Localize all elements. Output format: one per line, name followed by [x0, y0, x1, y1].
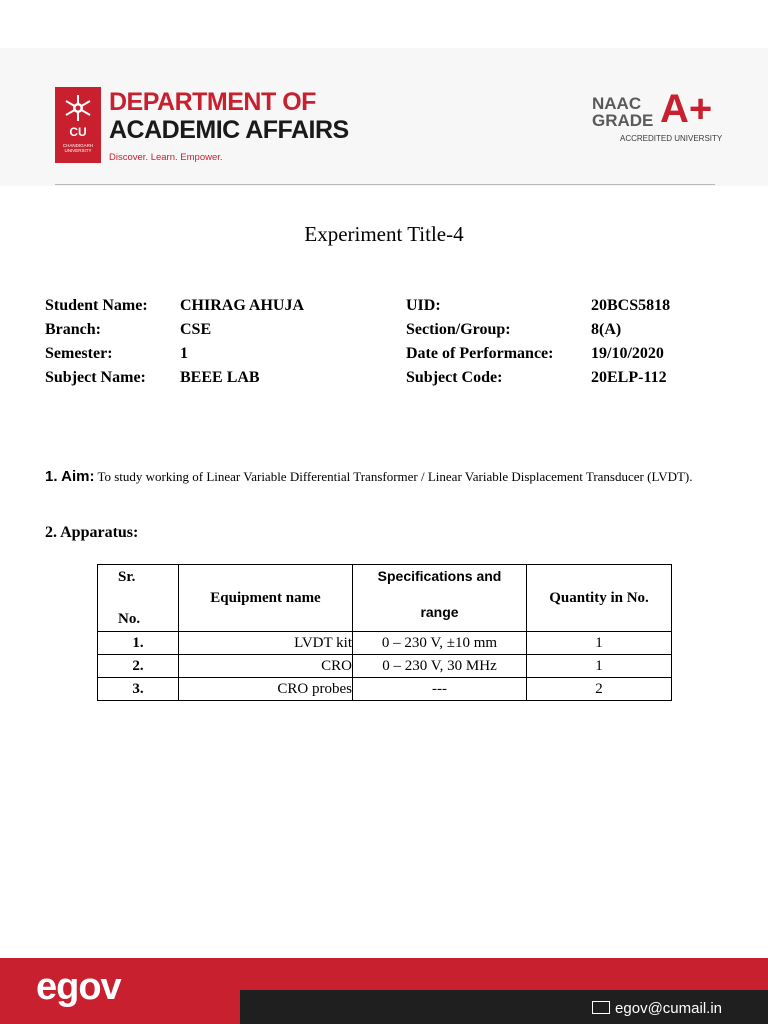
- header-sr-no: [98, 565, 179, 632]
- mail-icon: [592, 1001, 610, 1014]
- header-sr-line2: No.: [118, 611, 141, 627]
- naac-accredited: ACCREDITED UNIVERSITY: [620, 134, 723, 143]
- aim-text: To study working of Linear Variable Differential Transformer / Linear Variable Displacement Transducer (LVDT).: [97, 469, 693, 484]
- apparatus-heading: 2. Apparatus:: [45, 524, 139, 541]
- value-branch: CSE: [180, 321, 212, 338]
- cell-equipment: CRO probes: [179, 678, 353, 701]
- header-equipment-name: Equipment name: [179, 565, 353, 632]
- cell-equipment: CRO: [179, 655, 353, 678]
- value-subject-code: 20ELP-112: [591, 369, 667, 386]
- label-date-of-performance: Date of Performance:: [406, 345, 554, 362]
- apparatus-table: [97, 564, 672, 701]
- label-subject-code: Subject Code:: [406, 369, 503, 386]
- info-values-left: [180, 294, 304, 390]
- tagline: Discover. Learn. Empower.: [109, 152, 223, 163]
- label-semester: Semester:: [45, 345, 113, 362]
- department-title: [109, 88, 349, 144]
- university-logo: [55, 87, 101, 163]
- cell-equipment: LVDT kit: [179, 632, 353, 655]
- cell-qty: 1: [527, 655, 672, 678]
- footer-email[interactable]: [592, 1000, 722, 1017]
- label-student-name: Student Name:: [45, 297, 148, 314]
- header-quantity: Quantity in No.: [527, 565, 672, 632]
- table-header-row: [98, 565, 672, 632]
- naac-badge: [592, 87, 723, 146]
- cell-spec: ---: [353, 678, 527, 701]
- naac-line1: NAAC: [592, 94, 642, 113]
- value-section-group: 8(A): [591, 321, 622, 338]
- top-strip: [0, 0, 768, 48]
- header-spec-line2: range: [420, 604, 459, 620]
- info-values-right: [591, 294, 670, 390]
- info-labels-left: [45, 294, 148, 390]
- table-row: [98, 632, 672, 655]
- footer-slant: [200, 958, 240, 990]
- value-semester: 1: [180, 345, 188, 362]
- value-student-name: CHIRAG AHUJA: [180, 297, 305, 314]
- label-uid: UID:: [406, 297, 441, 314]
- logo-subtext: CHANDIGARH UNIVERSITY: [62, 143, 94, 153]
- cell-qty: 1: [527, 632, 672, 655]
- value-subject-name: BEEE LAB: [180, 369, 260, 386]
- department-title-line1: DEPARTMENT OF: [109, 88, 316, 116]
- cell-sr: 2.: [98, 655, 179, 678]
- cell-qty: 2: [527, 678, 672, 701]
- label-subject-name: Subject Name:: [45, 369, 146, 386]
- egov-logo: egov: [36, 966, 121, 1008]
- header-specifications: [353, 565, 527, 632]
- cell-spec: 0 – 230 V, 30 MHz: [353, 655, 527, 678]
- footer-email-text[interactable]: egov@cumail.in: [615, 1000, 722, 1017]
- table-row: [98, 678, 672, 701]
- header-sr-line1: Sr.: [118, 569, 136, 585]
- naac-grade: A+: [660, 87, 713, 131]
- logo-text: CU: [69, 125, 87, 139]
- cell-spec: 0 – 230 V, ±10 mm: [353, 632, 527, 655]
- naac-line2: GRADE: [592, 111, 654, 130]
- aim-label: 1. Aim:: [45, 468, 95, 485]
- department-title-line2: ACADEMIC AFFAIRS: [109, 116, 349, 144]
- table-row: [98, 655, 672, 678]
- cell-sr: 3.: [98, 678, 179, 701]
- label-section-group: Section/Group:: [406, 321, 511, 338]
- aim-section: [45, 467, 725, 486]
- header-divider: [55, 184, 715, 185]
- cell-sr: 1.: [98, 632, 179, 655]
- experiment-title: Experiment Title-4: [304, 222, 464, 246]
- value-date-of-performance: 19/10/2020: [591, 345, 664, 362]
- value-uid: 20BCS5818: [591, 297, 671, 314]
- info-labels-right: [406, 294, 553, 390]
- label-branch: Branch:: [45, 321, 101, 338]
- header-spec-line1: Specifications and: [377, 568, 502, 584]
- snowflake-emblem-icon: [63, 93, 93, 123]
